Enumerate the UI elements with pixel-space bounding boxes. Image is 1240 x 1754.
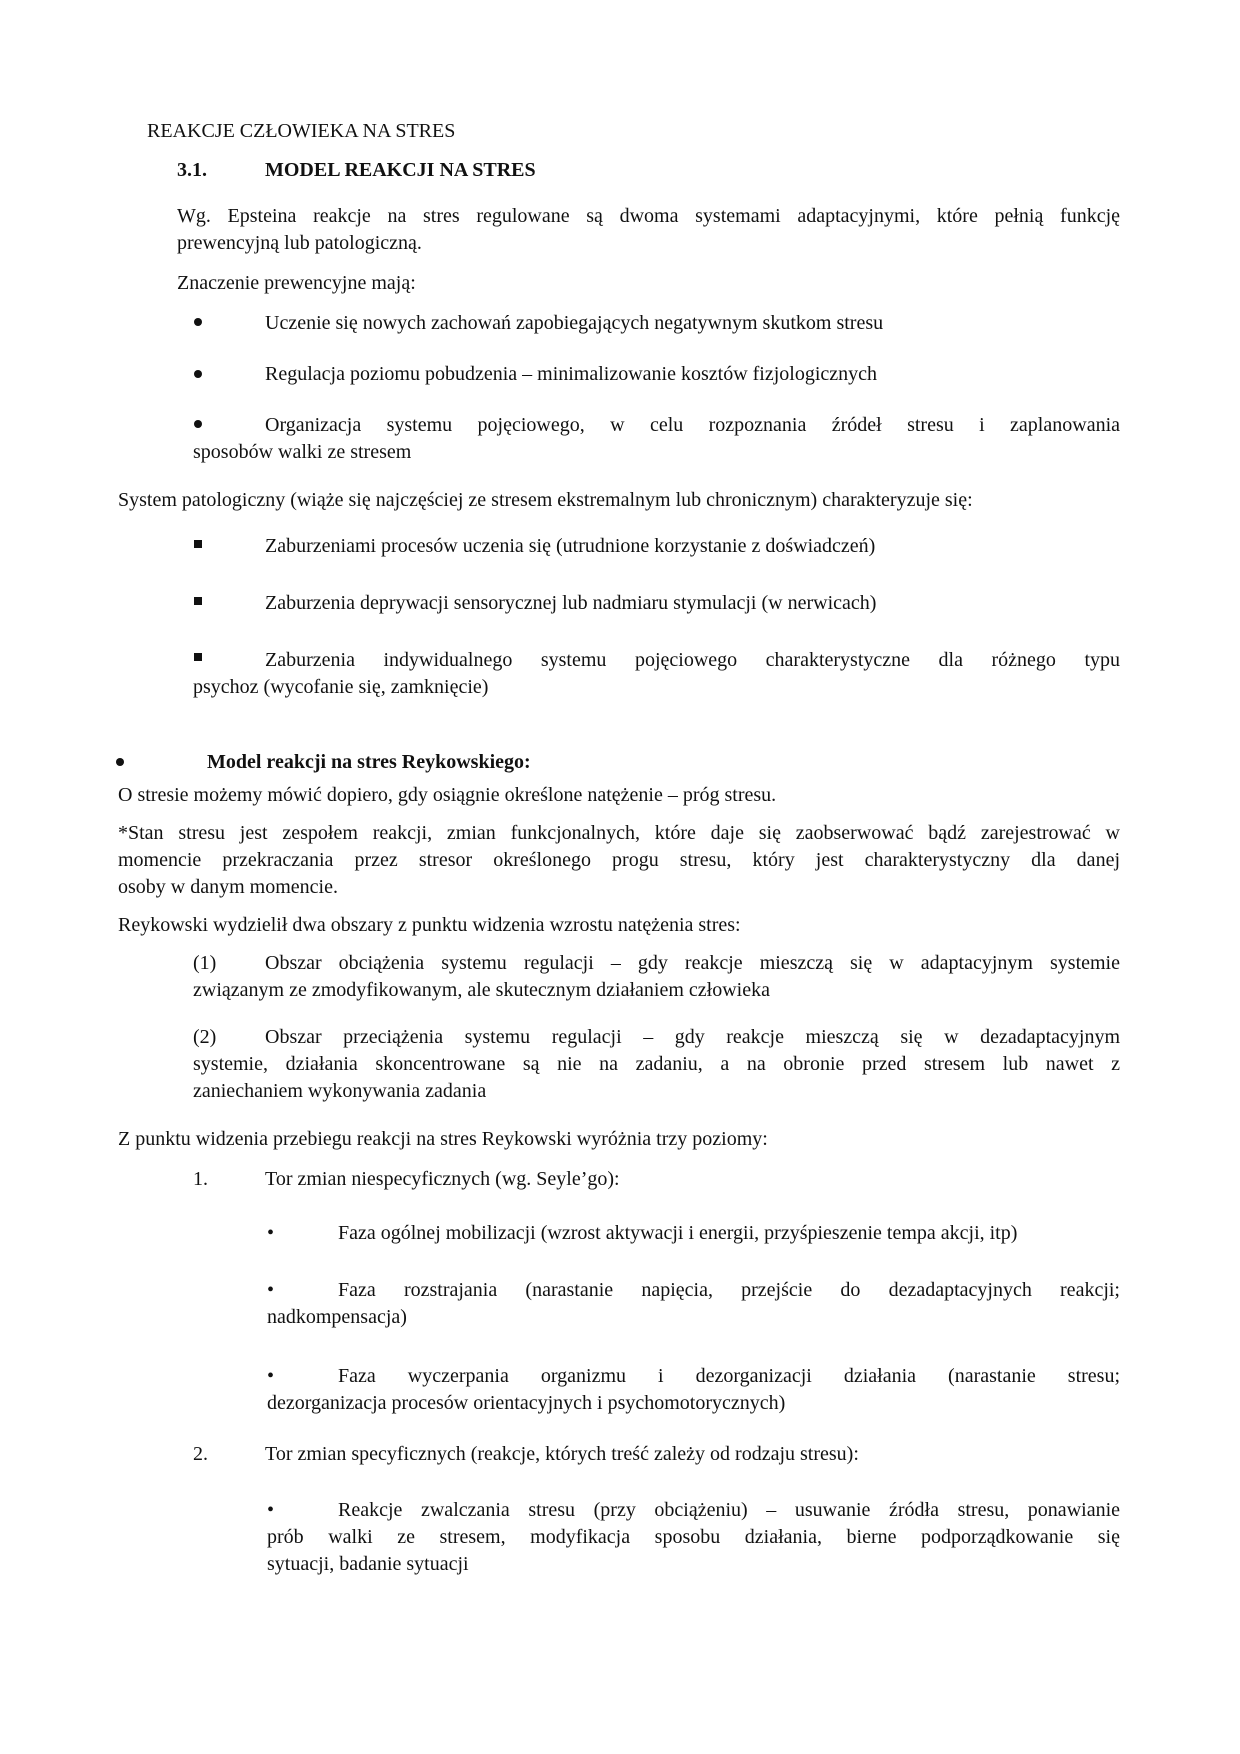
- area-2-line-1: Obszar przeciążenia systemu regulacji – gdy reakcje mieszczą się w dezadaptacyjnym: [265, 1026, 1120, 1048]
- area-2-number: (2): [193, 1026, 217, 1048]
- document-title: REAKCJE CZŁOWIEKA NA STRES: [147, 120, 456, 142]
- level-2-item-a-line-2: prób walki ze stresem, modyfikacja sposobu działania, bierne podporządkowanie się: [267, 1526, 1120, 1548]
- reykowski-heading: Model reakcji na stres Reykowskiego:: [207, 751, 531, 773]
- pathological-heading: System patologiczny (wiąże się najczęściej ze stresem ekstremalnym lub chronicznym) charakteryzuje się:: [118, 489, 973, 511]
- section-number: 3.1.: [177, 159, 207, 181]
- level-1-text: Tor zmian niespecyficznych (wg. Seyle’go):: [265, 1168, 620, 1190]
- square-bullet-icon: [194, 653, 202, 661]
- reykowski-paragraph-2-line-3: osoby w danym momencie.: [118, 876, 338, 898]
- level-1-phase-b-line-2: nadkompensacja): [267, 1306, 407, 1328]
- reykowski-paragraph-3: Reykowski wydzielił dwa obszary z punktu widzenia wzrostu natężenia stres:: [118, 914, 741, 936]
- level-1-number: 1.: [193, 1168, 208, 1190]
- square-bullet-icon: [194, 540, 202, 548]
- level-1-phase-c-line-1: Faza wyczerpania organizmu i dezorganizacji działania (narastanie stresu;: [338, 1365, 1120, 1387]
- small-bullet-icon: •: [267, 1365, 275, 1387]
- level-2-item-a-line-3: sytuacji, badanie sytuacji: [267, 1553, 469, 1575]
- area-1-number: (1): [193, 952, 217, 974]
- intro-line-1: Wg. Epsteina reakcje na stres regulowane są dwoma systemami adaptacyjnymi, które pełnią funkcję: [177, 205, 1120, 227]
- pathological-item-3-line-1: Zaburzenia indywidualnego systemu pojęciowego charakterystyczne dla różnego typu: [265, 649, 1120, 671]
- bullet-icon: [194, 420, 202, 428]
- bullet-icon: [194, 318, 202, 326]
- small-bullet-icon: •: [267, 1279, 275, 1301]
- reykowski-paragraph-2-line-2: momencie przekraczania przez stresor określonego progu stresu, który jest charakterystyczny dla danej: [118, 849, 1120, 871]
- prevention-heading: Znaczenie prewencyjne mają:: [177, 272, 416, 294]
- area-2-line-2: systemie, działania skoncentrowane są nie na zadaniu, a na obronie przed stresem lub nawet z: [193, 1053, 1120, 1075]
- level-1-phase-b-line-1: Faza rozstrajania (narastanie napięcia, przejście do dezadaptacyjnych reakcji;: [338, 1279, 1120, 1301]
- level-2-number: 2.: [193, 1443, 208, 1465]
- intro-line-2: prewencyjną lub patologiczną.: [177, 232, 422, 254]
- bullet-icon: [194, 370, 202, 378]
- level-1-phase-c-line-2: dezorganizacja procesów orientacyjnych i psychomotorycznych): [267, 1392, 786, 1414]
- pathological-item-2: Zaburzenia deprywacji sensorycznej lub nadmiaru stymulacji (w nerwicach): [265, 592, 877, 614]
- reykowski-paragraph-1: O stresie możemy mówić dopiero, gdy osiągnie określone natężenie – próg stresu.: [118, 784, 777, 806]
- area-1-line-1: Obszar obciążenia systemu regulacji – gdy reakcje mieszczą się w adaptacyjnym systemie: [265, 952, 1120, 974]
- area-1-line-2: związanym ze zmodyfikowanym, ale skutecznym działaniem człowieka: [193, 979, 770, 1001]
- reykowski-paragraph-2-line-1: *Stan stresu jest zespołem reakcji, zmian funkcjonalnych, które daje się zaobserwować bądź zarejestrować w: [118, 822, 1120, 844]
- small-bullet-icon: •: [267, 1499, 275, 1521]
- section-title: MODEL REAKCJI NA STRES: [265, 159, 536, 181]
- bullet-icon: [116, 758, 124, 766]
- square-bullet-icon: [194, 597, 202, 605]
- prevention-item-3-line-1: Organizacja systemu pojęciowego, w celu rozpoznania źródeł stresu i zaplanowania: [265, 414, 1120, 436]
- prevention-item-1: Uczenie się nowych zachowań zapobiegających negatywnym skutkom stresu: [265, 312, 884, 334]
- level-2-text: Tor zmian specyficznych (reakcje, których treść zależy od rodzaju stresu):: [265, 1443, 859, 1465]
- pathological-item-3-line-2: psychoz (wycofanie się, zamknięcie): [193, 676, 489, 698]
- area-2-line-3: zaniechaniem wykonywania zadania: [193, 1080, 487, 1102]
- reykowski-paragraph-4: Z punktu widzenia przebiegu reakcji na stres Reykowski wyróżnia trzy poziomy:: [118, 1128, 768, 1150]
- small-bullet-icon: •: [267, 1222, 275, 1244]
- prevention-item-2: Regulacja poziomu pobudzenia – minimalizowanie kosztów fizjologicznych: [265, 363, 878, 385]
- pathological-item-1: Zaburzeniami procesów uczenia się (utrudnione korzystanie z doświadczeń): [265, 535, 876, 557]
- prevention-item-3-line-2: sposobów walki ze stresem: [193, 441, 412, 463]
- level-2-item-a-line-1: Reakcje zwalczania stresu (przy obciążeniu) – usuwanie źródła stresu, ponawianie: [338, 1499, 1120, 1521]
- level-1-phase-a: Faza ogólnej mobilizacji (wzrost aktywacji i energii, przyśpieszenie tempa akcji, itp): [338, 1222, 1018, 1244]
